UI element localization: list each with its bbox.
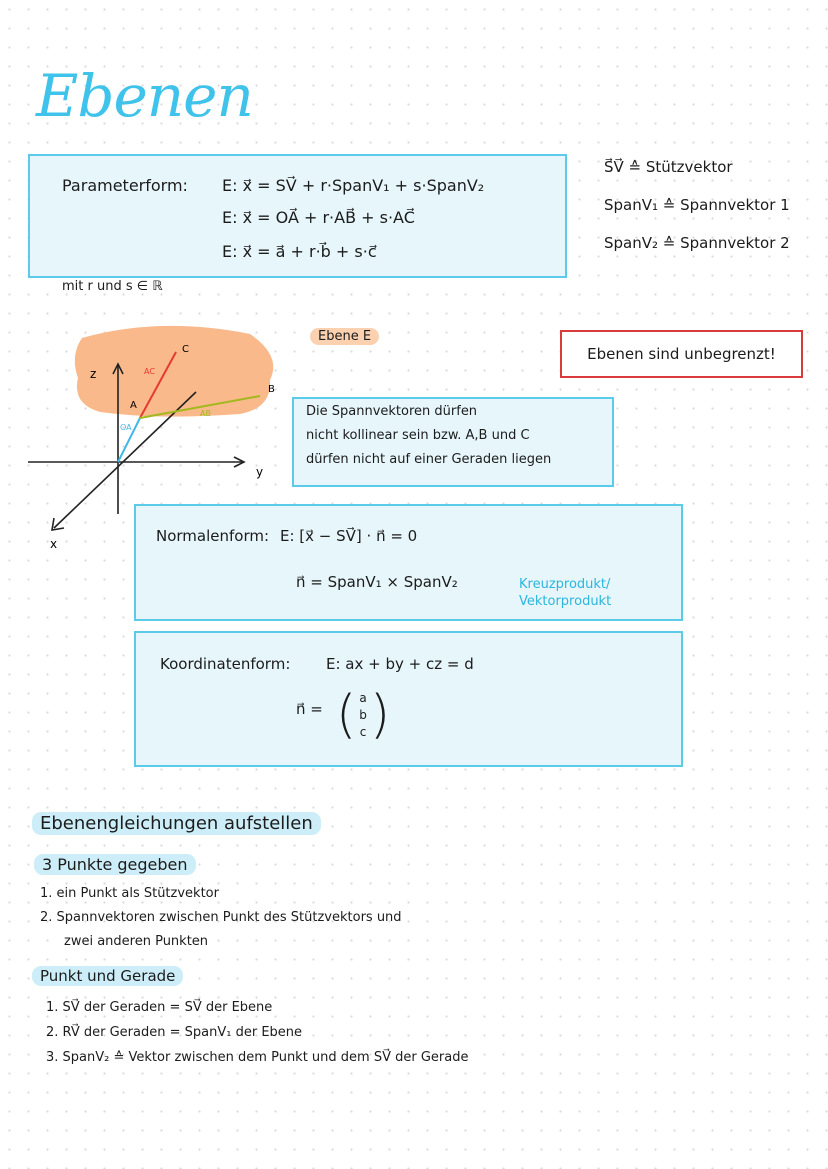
span-note-line3: dürfen nicht auf einer Geraden liegen [306,452,552,467]
vector-oa-label: OA [120,423,132,432]
parameter-form-line3: E: x⃗ = a⃗ + r·b⃗ + s·c⃗ [222,242,377,261]
axis-z-label: z [90,367,97,381]
normal-form-label: Normalenform: [156,527,270,545]
parameter-form-line1: E: x⃗ = SV⃗ + r·SpanV₁ + s·SpanV₂ [222,176,485,195]
legend-span2: SpanV₂ ≙ Spannvektor 2 [604,234,790,252]
plane-label: Ebene E [310,328,379,345]
point-a-label: A [130,400,137,411]
vector-component-c: c [359,724,367,739]
coordinate-form-equation: E: ax + by + cz = d [326,655,474,673]
three-points-item-1: 1. ein Punkt als Stützvektor [40,886,219,901]
axis-y-label: y [256,465,264,479]
point-c-label: C [182,344,189,355]
point-line-item-1: 1. SV⃗ der Geraden = SV⃗ der Ebene [46,1000,273,1015]
page-title: Ebenen [36,62,253,130]
span-note-line2: nicht kollinear sein bzw. A,B und C [306,428,530,443]
parameter-form-line2: E: x⃗ = OA⃗ + r·AB⃗ + s·AC⃗ [222,208,415,227]
point-b-label: B [268,384,275,395]
legend-sv: S⃗V⃗ ≙ Stützvektor [604,158,733,176]
normal-form-equation: E: [x⃗ − SV⃗] · n⃗ = 0 [280,527,418,545]
parameter-form-label: Parameterform: [62,176,188,195]
point-line-item-2: 2. RV⃗ der Geraden = SpanV₁ der Ebene [46,1025,303,1040]
span-note-line1: Die Spannvektoren dürfen [306,404,478,419]
unbounded-note: Ebenen sind unbegrenzt! [587,345,776,363]
section-heading: Ebenengleichungen aufstellen [32,812,321,835]
coordinate-n-label: n⃗ = [296,700,323,718]
vector-components [359,690,367,741]
cross-product-note-2: Vektorprodukt [519,594,612,609]
axis-x-label: x [50,537,58,548]
coordinate-n-vector [336,682,390,748]
vector-ac-label: AC [144,367,155,376]
vector-component-a: a [359,690,367,705]
three-points-item-2: 2. Spannvektoren zwischen Punkt des Stützvektors und [40,910,402,925]
normal-vector-equation: n⃗ = SpanV₁ × SpanV₂ [296,573,458,591]
three-points-item-3: zwei anderen Punkten [64,934,209,949]
unbounded-note-box [560,330,803,378]
parameter-note: mit r und s ∈ ℝ [62,279,163,294]
paren-right: ) [369,685,391,745]
paren-left: ( [336,685,357,745]
coordinate-form-label: Koordinatenform: [160,655,291,673]
vector-component-b: b [359,707,367,722]
point-line-label: Punkt und Gerade [32,966,183,986]
point-line-item-3: 3. SpanV₂ ≙ Vektor zwischen dem Punkt und dem SV⃗ der Gerade [46,1050,469,1065]
coordinate-form-box [134,631,683,767]
three-points-label: 3 Punkte gegeben [34,854,196,875]
cross-product-note-1: Kreuzprodukt/ [519,577,611,592]
vector-ab-label: AB [200,409,211,418]
plane-shape [75,326,273,417]
legend-span1: SpanV₁ ≙ Spannvektor 1 [604,196,790,214]
